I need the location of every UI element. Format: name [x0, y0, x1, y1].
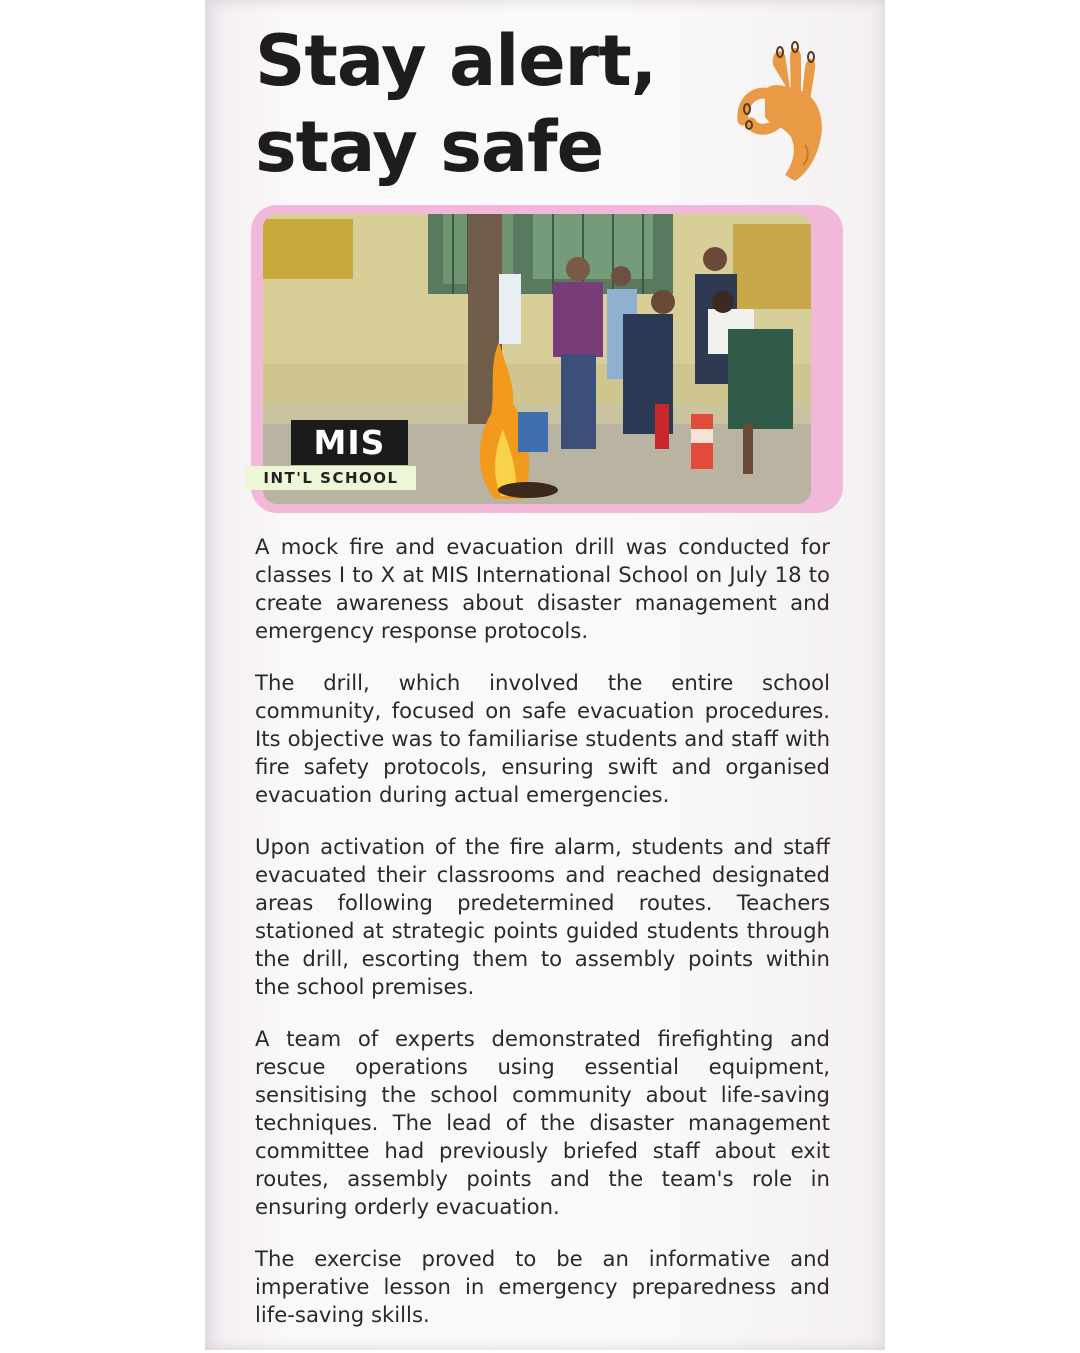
article-paragraph: A mock fire and evacuation drill was conducted for classes I to X at MIS International School on July 18 to create awareness about disaster management and emergency response protocols. — [255, 534, 830, 643]
article-body — [255, 533, 830, 1353]
headline-line-1: Stay alert, — [255, 20, 657, 102]
article-paragraph: A team of experts demonstrated firefighting and rescue operations using essential equipment, sensitising the school community about life-saving techniques. The lead of the disaster management committee had previously briefed staff about exit routes, assembly points and the team's role in ensuring orderly evacuation. — [255, 1026, 830, 1219]
headline-line-2: stay safe — [255, 106, 604, 188]
ok-hand-icon — [735, 25, 835, 185]
article-paragraph: The exercise proved to be an informative and imperative lesson in emergency preparedness and life-saving skills. — [255, 1246, 830, 1327]
article-paragraph: Upon activation of the fire alarm, students and staff evacuated their classrooms and reached designated areas following predetermined routes. Teachers stationed at strategic points guided students through the drill, escorting them to assembly points within the school premises. — [255, 834, 830, 999]
school-logo: MIS — [291, 420, 408, 465]
headline — [255, 18, 725, 190]
article-paragraph: The drill, which involved the entire school community, focused on safe evacuation procedures. Its objective was to familiarise students and staff with fire safety protocols, ensuring swift and organised evacuation during actual emergencies. — [255, 670, 830, 807]
school-logo-tag: INT'L SCHOOL — [246, 466, 416, 490]
